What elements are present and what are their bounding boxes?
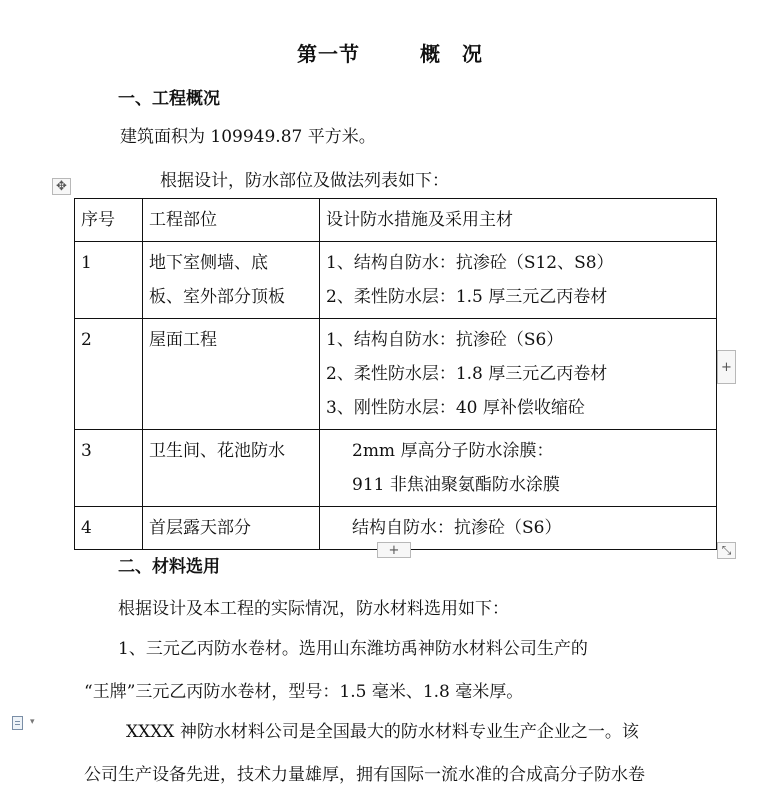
header-cell-no: 序号 bbox=[75, 199, 143, 242]
cell-measures bbox=[320, 242, 717, 319]
cell-line: 首层露天部分 bbox=[149, 518, 251, 538]
header-cell-part: 工程部位 bbox=[143, 199, 320, 242]
material-intro-text: 根据设计及本工程的实际情况，防水材料选用如下： bbox=[118, 599, 509, 619]
table-resize-handle[interactable] bbox=[717, 542, 736, 559]
resize-icon: ⤡ bbox=[721, 543, 732, 557]
company-paragraph-line: XXXX 神防水材料公司是全国最大的防水材料专业生产企业之一。该 bbox=[126, 722, 639, 742]
move-icon: ✥ bbox=[56, 179, 67, 194]
cell-line: 1、结构自防水：抗渗砼（S6） bbox=[326, 330, 564, 350]
cell-line: 卫生间、花池防水 bbox=[149, 441, 285, 461]
plus-icon: + bbox=[721, 359, 732, 375]
cell-line: 结构自防水：抗渗砼（S6） bbox=[352, 518, 562, 538]
table-row bbox=[75, 319, 717, 430]
cell-measures bbox=[320, 319, 717, 430]
heading-material-selection: 二、材料选用 bbox=[118, 557, 220, 577]
cell-part bbox=[143, 242, 320, 319]
section-title bbox=[0, 38, 780, 67]
cell-measures bbox=[320, 430, 717, 507]
cell-part bbox=[143, 319, 320, 430]
waterproofing-table bbox=[74, 198, 717, 550]
add-row-button[interactable] bbox=[377, 542, 411, 558]
heading-project-overview: 一、工程概况 bbox=[118, 89, 220, 109]
cell-part bbox=[143, 430, 320, 507]
cell-no: 4 bbox=[75, 507, 143, 550]
paste-options-icon[interactable] bbox=[12, 716, 23, 730]
cell-line: 911 非焦油聚氨酯防水涂膜 bbox=[352, 475, 560, 495]
cell-part bbox=[143, 507, 320, 550]
cell-line: 地下室侧墙、底 bbox=[149, 253, 268, 273]
cell-line: 3、刚性防水层：40 厚补偿收缩砼 bbox=[326, 398, 585, 418]
add-column-button[interactable] bbox=[717, 350, 736, 384]
table-header-row bbox=[75, 199, 717, 242]
chevron-down-icon[interactable]: ▾ bbox=[30, 717, 35, 727]
cell-line: 屋面工程 bbox=[149, 330, 217, 350]
cell-line: 2mm 厚高分子防水涂膜： bbox=[352, 441, 554, 461]
building-area-text: 建筑面积为 109949.87 平方米。 bbox=[120, 127, 376, 147]
plus-icon: + bbox=[388, 542, 400, 558]
material-paragraph-line: “王牌”三元乙丙防水卷材，型号：1.5 毫米、1.8 毫米厚。 bbox=[84, 682, 524, 702]
cell-line: 2、柔性防水层：1.8 厚三元乙丙卷材 bbox=[326, 364, 608, 384]
cell-line: 板、室外部分顶板 bbox=[149, 287, 285, 307]
cell-line: 2、柔性防水层：1.5 厚三元乙丙卷材 bbox=[326, 287, 608, 307]
table-move-handle[interactable] bbox=[52, 178, 71, 195]
cell-no: 1 bbox=[75, 242, 143, 319]
company-paragraph-line: 公司生产设备先进，技术力量雄厚，拥有国际一流水准的合成高分子防水卷 bbox=[84, 765, 645, 785]
header-cell-measures: 设计防水措施及采用主材 bbox=[320, 199, 717, 242]
cell-no: 2 bbox=[75, 319, 143, 430]
table-intro-text: 根据设计，防水部位及做法列表如下： bbox=[160, 171, 449, 191]
section-name: 概 况 bbox=[420, 42, 483, 66]
cell-line: 1、结构自防水：抗渗砼（S12、S8） bbox=[326, 253, 614, 273]
table-row bbox=[75, 242, 717, 319]
material-paragraph-line: 1、三元乙丙防水卷材。选用山东潍坊禹神防水材料公司生产的 bbox=[118, 639, 588, 659]
table-row bbox=[75, 430, 717, 507]
cell-no: 3 bbox=[75, 430, 143, 507]
section-number: 第一节 bbox=[297, 42, 360, 66]
